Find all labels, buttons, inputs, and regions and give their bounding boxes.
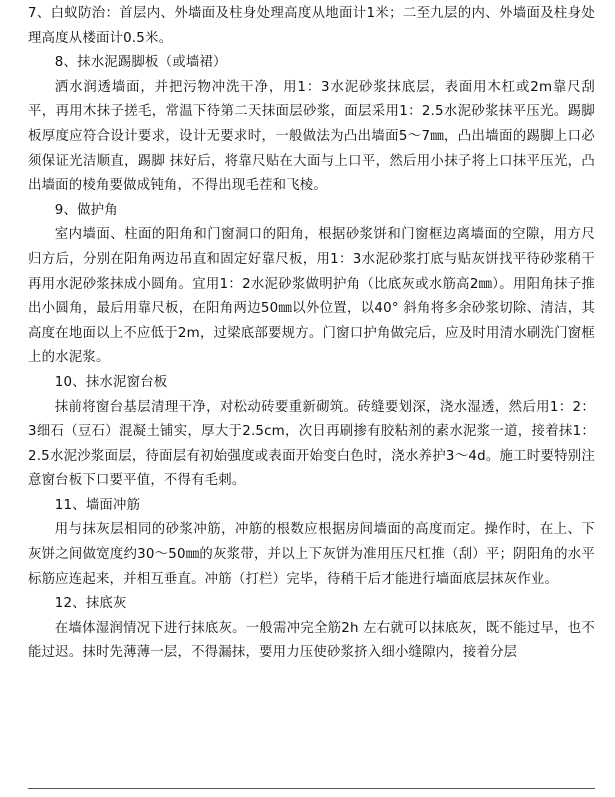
skirting-paragraph: 洒水润透墙面，并把污物冲洗干净，用1：3水泥砂浆抹底层，表面用木杠或2m靠尺刮平，再用木抹子搓毛，常温下待第二天抹面层砂浆，面层采用1：2.5水泥砂浆抹平压光。踢脚板厚度应符合设计要求，设计无要求时，一般做法为凸出墙面5～7㎜，凸出墙面的踢脚上口必须保证光洁顺直，踢脚 抹好后，将靠尺贴在大面与上口平，然后用小抹子将上口抹平压光，凸出墙面的棱角要做成钝角，不得出现毛茬和飞棱。 <box>28 79 595 194</box>
section-heading-skirting: 8、抹水泥踢脚板（或墙裙） <box>54 55 227 71</box>
window-sill-paragraph: 抹前将窗台基层清理干净，对松动砖要重新砌筑。砖缝要划深，浇水湿透，然后用1：2：3细石（豆石）混凝土铺实，厚大于2.5cm，次日再刷掺有胶粘剂的素水泥浆一道，接着抹1：2.5水泥沙浆面层，待面层有初始强度或表面开始变白色时，浇水养护3～4d。施工时要特别注意窗台板下口要平值，不得有毛刺。 <box>28 399 595 489</box>
base-coat-paragraph: 在墙体湿润情况下进行抹底灰。一般需冲完全筋2h 左右就可以抹底灰，既不能过早，也不能过迟。抹时先薄薄一层，不得漏抹，要用力压使砂浆挤入细小缝隙内，接着分层 <box>28 620 595 661</box>
termite-control-paragraph: 7、白蚁防治：首层内、外墙面及柱身处理高度从地面计1米；二至九层的内、外墙面及柱身处理高度从楼面计0.5米。 <box>28 6 595 46</box>
section-heading-corner-guard: 9、做护角 <box>54 202 118 218</box>
section-heading-base-coat: 12、抹底灰 <box>54 596 127 612</box>
wall-screeding-paragraph: 用与抹灰层相同的砂浆冲筋，冲筋的根数应根据房间墙面的高度而定。操作时，在上、下灰饼之间做宽度约30～50㎜的灰浆带，并以上下灰饼为准用压尺杠推（刮）平；阴阳角的水平标筋应连起来，并相互垂直。冲筋（打栏）完毕，待稍干后才能进行墙面底层抹灰作业。 <box>28 522 595 587</box>
section-heading-wall-screeding: 11、墙面冲筋 <box>54 497 141 513</box>
corner-guard-paragraph: 室内墙面、柱面的阳角和门窗洞口的阳角，根据砂浆饼和门窗框边离墙面的空隙，用方尺归方后，分别在阳角两边吊直和固定好靠尺板，用1：3水泥砂浆打底与贴灰饼找平待砂浆稍干再用水泥砂浆抹成小圆角。宜用1：2水泥砂浆做明护角（比底灰或水筋高2㎜）。用阳角抹子推出小圆角，最后用靠尺板，在阳角两边50㎜以外位置，以40° 斜角将多余砂浆切除、清洁，其高度在地面以上不应低于2m，过梁底部要规方。门窗口护角做完后，应及时用清水刷洗门窗框上的水泥浆。 <box>28 227 595 366</box>
page-bottom-rule <box>28 788 595 789</box>
section-heading-window-sill: 10、抹水泥窗台板 <box>54 374 168 390</box>
